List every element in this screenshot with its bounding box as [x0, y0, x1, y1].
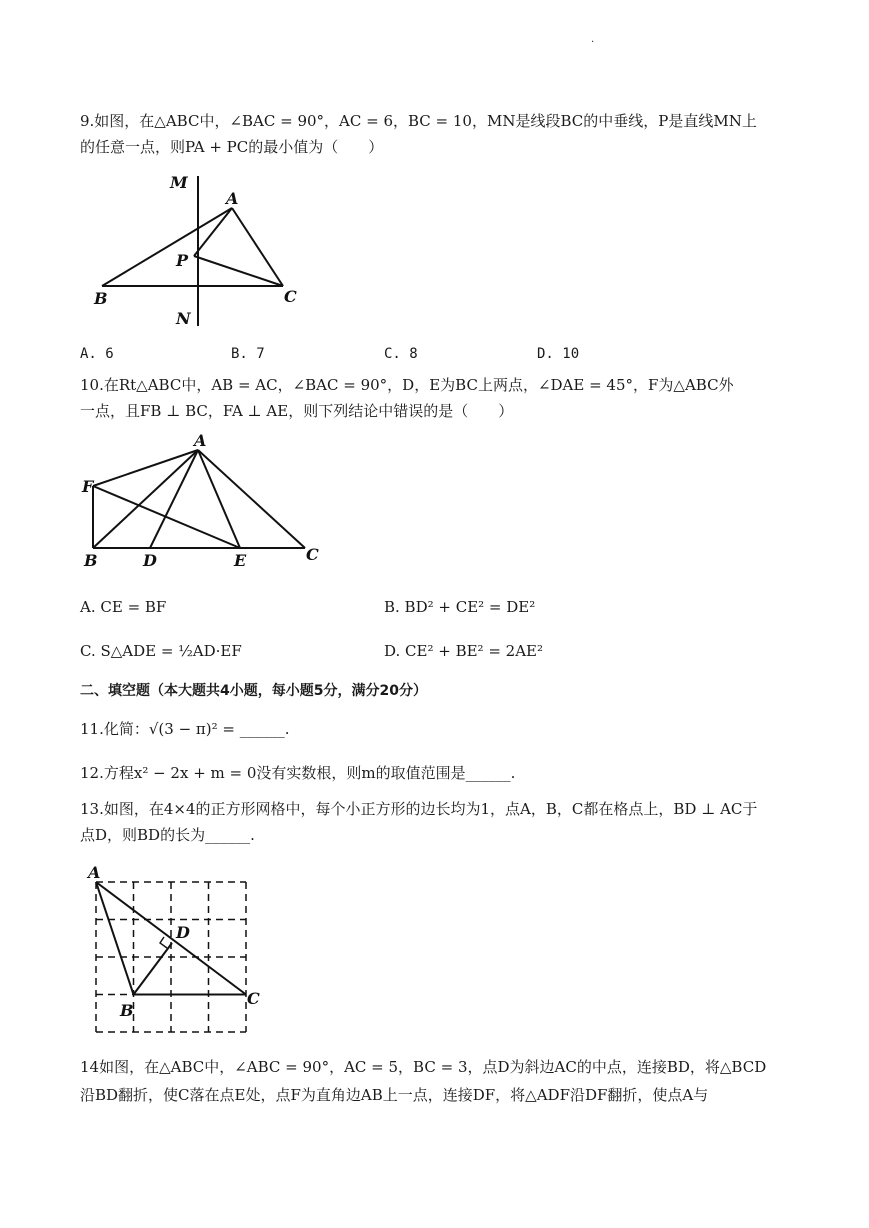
q14-stem-line1: 14如图，在△ABC中，∠ABC = 90°，AC = 5，BC = 3，点D为斜边AC的中点，连接BD，将△BCD — [80, 1058, 767, 1076]
q9-segment-pa — [194, 208, 232, 256]
q10-stem-line2: 一点，且FB ⊥ BC，FA ⊥ AE，则下列结论中错误的是（ ） — [80, 402, 514, 420]
q10-label-c: C — [306, 545, 319, 564]
q10-segment-ba — [93, 450, 198, 548]
section-title-fill-in: 二、填空题（本大题共4小题，每小题5分，满分20分） — [80, 683, 427, 699]
q9-option-d: D. 10 — [537, 346, 580, 362]
q9-label-b: B — [94, 289, 108, 308]
q13-grid — [96, 882, 246, 1032]
q9-label-m: M — [170, 173, 188, 192]
q14-stem-line2: 沿BD翻折，使C落在点E处，点F为直角边AB上一点，连接DF，将△ADF沿DF翻折，使点A与 — [80, 1086, 709, 1104]
q10-label-f: F — [82, 477, 94, 496]
q9-stem-line1: 9.如图，在△ABC中，∠BAC = 90°，AC = 6，BC = 10，MN是线段BC的中垂线，P是直线MN上 — [80, 112, 757, 130]
q10-segment-ca — [198, 450, 305, 548]
q9-segment-ac — [232, 208, 283, 286]
header-dot: . — [591, 34, 595, 45]
q9-label-p: P — [176, 251, 189, 270]
q10-option-d: D. CE² + BE² = 2AE² — [384, 642, 544, 660]
q10-option-c: C. S△ADE = ½AD·EF — [80, 642, 242, 660]
q13-stem-line1: 13.如图，在4×4的正方形网格中，每个小正方形的边长均为1，点A，B，C都在格点上，BD ⊥ AC于 — [80, 800, 758, 818]
q10-label-d: D — [143, 551, 157, 570]
q9-option-b: B. 7 — [231, 346, 265, 362]
q13-label-d: D — [176, 923, 190, 942]
q10-figure — [80, 430, 330, 575]
q13-label-c: C — [247, 989, 260, 1008]
q13-label-b: B — [120, 1001, 134, 1020]
q9-segment-ba — [102, 208, 232, 286]
q9-figure — [80, 168, 320, 338]
q9-segment-pc — [194, 256, 283, 286]
q13-figure — [84, 862, 269, 1047]
q13-right-angle-mark — [160, 937, 167, 948]
q9-label-n: N — [176, 309, 191, 328]
q9-label-c: C — [284, 287, 297, 306]
q11-text: 11.化简：√(3 − π)² = ______. — [80, 720, 290, 738]
q10-stem-line1: 10.在Rt△ABC中，AB = AC，∠BAC = 90°，D，E为BC上两点，∠DAE = 45°，F为△ABC外 — [80, 376, 734, 394]
q10-option-a: A. CE = BF — [80, 598, 167, 616]
q10-label-b: B — [84, 551, 98, 570]
q13-segment-bd — [134, 943, 173, 995]
q9-label-a: A — [226, 189, 239, 208]
q10-label-a: A — [194, 431, 207, 450]
q9-stem-line2: 的任意一点，则PA + PC的最小值为（ ） — [80, 138, 384, 156]
q10-option-b: B. BD² + CE² = DE² — [384, 598, 536, 616]
q9-option-a: A. 6 — [80, 346, 114, 362]
q10-label-e: E — [234, 551, 247, 570]
q9-option-c: C. 8 — [384, 346, 418, 362]
q12-text: 12.方程x² − 2x + m = 0没有实数根，则m的取值范围是______. — [80, 764, 516, 782]
q13-label-a: A — [88, 863, 101, 882]
q13-segment-ab — [96, 882, 134, 995]
q13-stem-line2: 点D，则BD的长为______. — [80, 826, 255, 844]
